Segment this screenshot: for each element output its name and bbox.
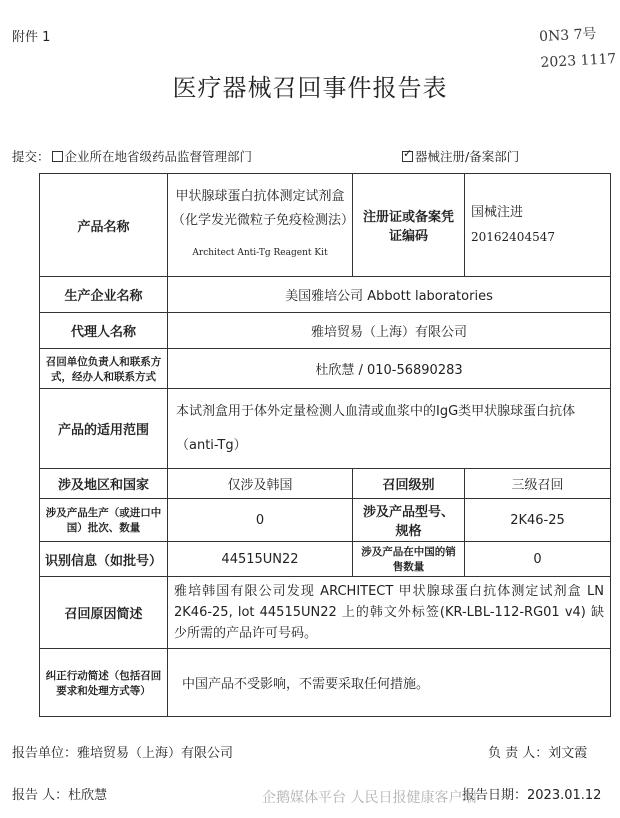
label-scope: 产品的适用范围: [40, 389, 168, 469]
reporter-value: 杜欣慧: [68, 788, 108, 803]
report-unit-value: 雅培贸易（上海）有限公司: [77, 746, 234, 761]
stamp-line1: 0N3 7号: [538, 26, 597, 46]
checkbox-provincial[interactable]: [52, 151, 63, 162]
reporter-label: 报告 人：: [12, 788, 69, 803]
submit-label: 提交：: [12, 149, 50, 164]
recall-report-form: [39, 173, 611, 717]
report-date: [462, 784, 601, 803]
label-region: 涉及地区和国家: [40, 469, 168, 499]
value-model: 2K46-25: [465, 499, 611, 542]
product-name-cn: 甲状腺球蛋白抗体测定试剂盒（化学发光微粒子免疫检测法）: [172, 189, 355, 228]
page-title: 医疗器械召回事件报告表: [172, 74, 448, 102]
person-in-charge-value: 刘文霞: [548, 746, 588, 761]
value-reg-cert: [465, 174, 611, 277]
report-unit-label: 报告单位：: [12, 746, 78, 761]
person-in-charge: [488, 742, 587, 761]
value-region: 仅涉及韩国: [168, 469, 353, 499]
submit-row: [12, 147, 252, 165]
report-date-label: 报告日期：: [462, 788, 528, 803]
submit-option-registration: [400, 147, 519, 165]
label-product-name: 产品名称: [40, 174, 168, 277]
label-sales: 涉及产品在中国的销售数量: [353, 542, 465, 577]
reg-cert-line1: 国械注进: [471, 205, 524, 220]
label-reason: 召回原因简述: [40, 577, 168, 649]
label-batches: 涉及产品生产（或进口中国）批次、数量: [40, 499, 168, 542]
label-corrective: 纠正行动简述（包括召回要求和处理方式等）: [40, 649, 168, 717]
product-name-en: Architect Anti-Tg Reagent Kit: [192, 248, 328, 258]
reporter: [12, 784, 107, 803]
value-product-name: [168, 174, 353, 277]
value-manufacturer: 美国雅培公司 Abbott laboratories: [168, 277, 611, 313]
report-unit: [12, 742, 233, 761]
value-identify: 44515UN22: [168, 542, 353, 577]
value-sales: 0: [465, 542, 611, 577]
value-scope: 本试剂盒用于体外定量检测人血清或血浆中的IgG类甲状腺球蛋白抗体（anti-Tg）: [168, 389, 611, 469]
checkbox-registration[interactable]: [402, 151, 413, 162]
attachment-label: 附件 1: [12, 30, 51, 45]
value-batches: 0: [168, 499, 353, 542]
label-contact: 召回单位负责人和联系方式，经办人和联系方式: [40, 349, 168, 389]
value-agent: 雅培贸易（上海）有限公司: [168, 313, 611, 349]
label-reg-cert: 注册证或备案凭证编码: [353, 174, 465, 277]
watermark-text: 企鹅媒体平台 人民日报健康客户端: [262, 790, 477, 806]
label-model: 涉及产品型号、规格: [353, 499, 465, 542]
option-provincial: 企业所在地省级药品监督管理部门: [64, 149, 253, 164]
person-in-charge-label: 负 责 人：: [488, 746, 549, 761]
reg-cert-line2: 20162404547: [471, 230, 555, 244]
value-corrective: 中国产品不受影响，不需要采取任何措施。: [168, 649, 611, 717]
value-reason: 雅培韩国有限公司发现 ARCHITECT 甲状腺球蛋白抗体测定试剂盒 LN 2K46-25, lot 44515UN22 上的韩文外标签(KR-LBL-112-RG01 v4) 缺少所需的产品许可号码。: [168, 577, 611, 649]
label-agent: 代理人名称: [40, 313, 168, 349]
value-level: 三级召回: [465, 469, 611, 499]
label-manufacturer: 生产企业名称: [40, 277, 168, 313]
option-registration: 器械注册/备案部门: [415, 149, 520, 164]
label-identify: 识别信息（如批号）: [40, 542, 168, 577]
label-level: 召回级别: [353, 469, 465, 499]
report-date-value: 2023.01.12: [527, 788, 602, 803]
value-contact: 杜欣慧 / 010-56890283: [168, 349, 611, 389]
stamp-line2: 2023 1117: [540, 51, 617, 72]
